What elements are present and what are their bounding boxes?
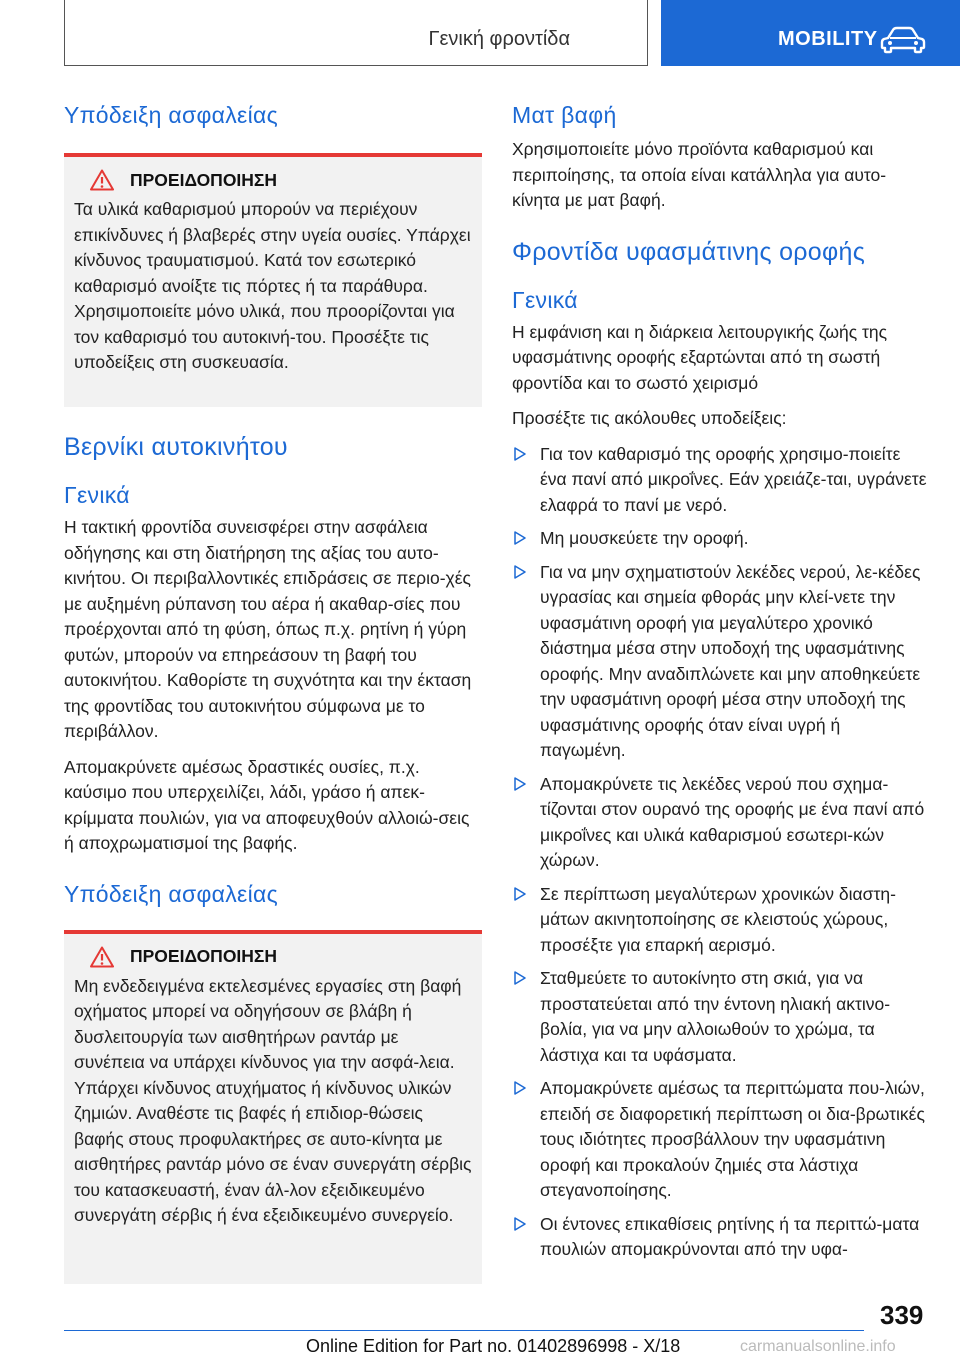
paintwork-paragraph-1: Η τακτική φροντίδα συνεισφέρει στην ασφάλεια οδήγησης και στη διατήρηση της αξίας του αυτο-κινήτου. Οι περιβαλλοντικές επιδράσεις σε περιο-χές με αυξημένη ρύπανση του αέρα ή ακαθαρ-σίες που προέρχονται από τη φύση, όπως π.χ. ρητίνη ή γύρη φυτών, μπορούν να επηρεάσουν τη βαφή του αυτοκινήτου. Καθορίστε τη συχνότητα και την έκταση της φροντίδας του αυτοκινήτου σύμφωνα με το περιβάλλον. bbox=[64, 517, 472, 741]
subheading-general-right: Γενικά bbox=[512, 286, 578, 313]
list-item-text: Απομακρύνετε αμέσως τα περιττώματα που-λιών, επειδή σε διαφορετική περίπτωση οι δια-βρωτικές τους ιδιότητες προσβάλλουν την υφασμάτινη οροφή και προκαλούν ζημιές στα λάστιχα στεγανοποίησης. bbox=[540, 1078, 925, 1200]
warning-triangle-icon bbox=[90, 946, 114, 968]
list-item-text: Σταθμεύετε το αυτοκίνητο στη σκιά, για να προστατεύεται από την έντονη ηλιακή ακτινο-βολία, για να μην αλλοιωθούν το χρώμα, τα λάστιχα και τα υφάσματα. bbox=[540, 968, 891, 1065]
edition-text: Online Edition for Part no. 01402896998 - X/18 bbox=[306, 1336, 681, 1356]
heading-safety-note-1: Υπόδειξη ασφαλείας bbox=[64, 102, 278, 128]
bullet-triangle-icon bbox=[514, 565, 526, 579]
mobility-tab-label[interactable]: MOBILITY bbox=[778, 28, 878, 50]
watermark: carmanualsonline.info bbox=[740, 1338, 896, 1355]
left-column bbox=[64, 96, 482, 1284]
bullet-triangle-icon bbox=[514, 887, 526, 901]
warning-label-1: ΠΡΟΕΙΔΟΠΟΙΗΣΗ bbox=[130, 169, 278, 190]
matt-paint-text: Χρησιμοποιείτε μόνο προϊόντα καθαρισμού και περιποίησης, τα οποία είναι κατάλληλα για αυτο-κίνητα με ματ βαφή. bbox=[512, 139, 887, 210]
heading-matt-paint: Ματ βαφή bbox=[512, 102, 617, 128]
list-item bbox=[512, 560, 928, 764]
list-item-text: Σε περίπτωση μεγαλύτερων χρονικών διαστη-μάτων ακινητοποίησης σε κλειστούς χώρους, προσέξτε για επαρκή αερισμό. bbox=[540, 883, 896, 955]
warning-header-1 bbox=[74, 169, 472, 191]
list-item-text: Απομακρύνετε τις λεκέδες νερού που σχημα-τίζονται στον ουρανό της οροφής με ένα πανί από μικροΐνες και υλικά καθαρισμού εσωτερι-κών χώρων. bbox=[540, 773, 925, 870]
warning-triangle-icon bbox=[90, 169, 114, 191]
warning-text-2: Μη ενδεδειγμένα εκτελεσμένες εργασίες στη βαφή οχήματος μπορεί να οδηγήσουν σε βλάβη ή δυσλειτουργία των αισθητήρων ραντάρ με συνέπεια να υπάρχει κίνδυνος για την ασφά-λεια. Υπάρχει κίνδυνος ατυχήματος ή κίνδυνος υλικών ζημιών. Αναθέστε τις βαφές ή επιδιορ-θώσεις βαφής στους προφυλακτήρες σε αυτο-κίνητα με αισθητήρες ραντάρ μόνο σε έναν συνεργάτη σέρβις του κατασκευαστή, έναν άλ-λον εξειδικευμένο συνεργάτη σέρβις ή ένα εξειδικευμένο συνεργείο. bbox=[74, 975, 472, 1225]
bullet-triangle-icon bbox=[514, 1217, 526, 1231]
list-item-text: Για τον καθαρισμό της οροφής χρησιμο-ποιείτε ένα πανί από μικροΐνες. Εάν χρειάζε-ται, υγράνετε ελαφρά το πανί με νερό. bbox=[540, 443, 927, 515]
heading-safety-note-2: Υπόδειξη ασφαλείας bbox=[64, 880, 278, 907]
list-item-text: Για να μην σχηματιστούν λεκέδες νερού, λε-κέδες υγρασίας και σημεία φθοράς μην κλεί-νετε την υφασμάτινη οροφή για μεγαλύτερο χρονικό διάστημα μέσα στην υποδοχή της υφασμάτινης οροφής. Μην αναδιπλώνετε και μην αποθηκεύετε την υφασμάτινη οροφή μέσα στην υποδοχή της υφασμάτινης οροφής όταν είναι υγρή ή παγωμένη. bbox=[540, 561, 921, 760]
section-title: Γενική φροντίδα bbox=[428, 28, 570, 50]
list-item-text: Οι έντονες επικαθίσεις ρητίνης ή τα περιττώ-ματα πουλιών απομακρύνονται από την υφα- bbox=[540, 1213, 920, 1259]
fabric-roof-paragraph-2: Προσέξτε τις ακόλουθες υποδείξεις: bbox=[512, 408, 787, 428]
list-item bbox=[512, 966, 928, 1068]
warning-box-2 bbox=[64, 930, 482, 1284]
subheading-general-left: Γενικά bbox=[64, 482, 130, 508]
list-item bbox=[512, 526, 928, 552]
footer-divider bbox=[64, 1330, 864, 1331]
bullet-triangle-icon bbox=[514, 777, 526, 791]
bullet-triangle-icon bbox=[514, 971, 526, 985]
heading-fabric-roof: Φροντίδα υφασμάτινης οροφής bbox=[512, 237, 866, 266]
bullet-triangle-icon bbox=[514, 531, 526, 545]
fabric-roof-paragraph-1: Η εμφάνιση και η διάρκεια λειτουργικής ζωής της υφασμάτινης οροφής εξαρτώνται από τη σωστή φροντίδα και το σωστό χειρισμό bbox=[512, 321, 888, 393]
bullet-triangle-icon bbox=[514, 1081, 526, 1095]
paintwork-paragraph-2: Απομακρύνετε αμέσως δραστικές ουσίες, π.χ. καύσιμο που υπερχειλίζει, λάδι, γράσο ή απεκ-κρίμματα πουλιών, για να αποφευχθούν αλλοιώ-σεις ή αποχρωματισμοί της βαφής. bbox=[64, 756, 470, 853]
list-item bbox=[512, 882, 928, 959]
heading-paintwork: Βερνίκι αυτοκινήτου bbox=[64, 433, 288, 461]
warning-header-2 bbox=[74, 946, 472, 968]
warning-label-2: ΠΡΟΕΙΔΟΠΟΙΗΣΗ bbox=[130, 946, 278, 966]
fabric-roof-tips-list bbox=[512, 442, 928, 1263]
warning-box-1 bbox=[64, 153, 482, 407]
list-item bbox=[512, 1212, 928, 1263]
right-column bbox=[512, 96, 928, 1271]
list-item bbox=[512, 772, 928, 874]
list-item bbox=[512, 1076, 928, 1204]
page-number: 339 bbox=[880, 1300, 924, 1330]
warning-text-1: Τα υλικά καθαρισμού μπορούν να περιέχουν επικίνδυνες ή βλαβερές στην υγεία ουσίες. Υπάρχει κίνδυνος τραυματισμού. Κατά τον εσωτερικό καθαρισμό ανοίξτε τις πόρτες ή τα παράθυρα. Χρησιμοποιείτε μόνο υλικά, που προορίζονται για τον καθαρισμό του αυτοκινή-του. Προσέξτε τις υποδείξεις στη συσκευασία. bbox=[74, 199, 471, 372]
list-item-text: Μη μουσκεύετε την οροφή. bbox=[540, 528, 749, 548]
car-icon bbox=[880, 26, 926, 54]
bullet-triangle-icon bbox=[514, 447, 526, 461]
list-item bbox=[512, 442, 928, 519]
